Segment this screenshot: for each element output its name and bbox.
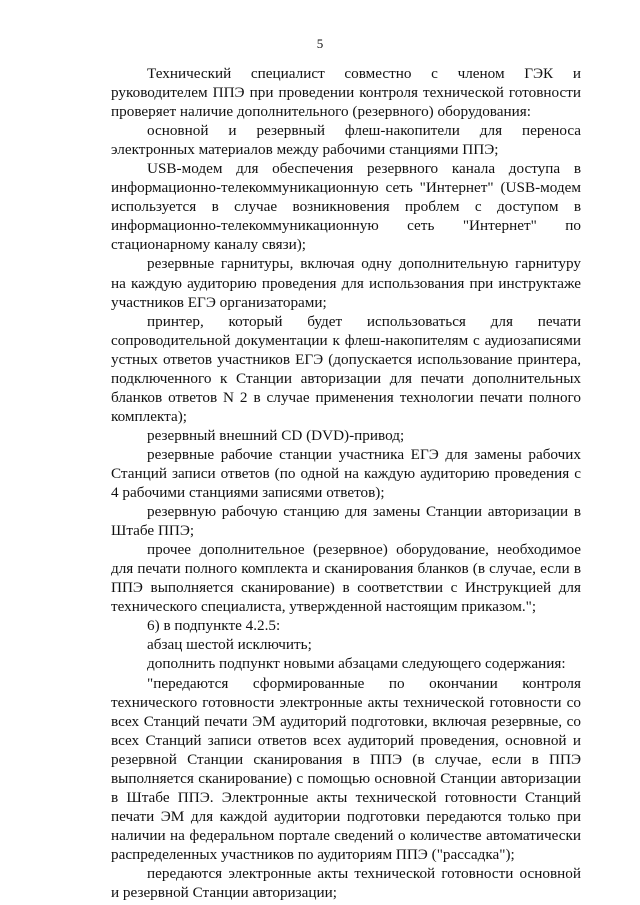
paragraph: прочее дополнительное (резервное) оборудование, необходимое для печати полного комплекта и сканирования бланков (в случае, если в ППЭ выполняется сканирование) в соответствии с Инструкцией для технического специалиста, утвержденной настоящим приказом."; bbox=[111, 541, 581, 616]
document-body bbox=[111, 64, 581, 902]
paragraph: USB-модем для обеспечения резервного канала доступа в информационно-телекоммуникационную сеть "Интернет" (USB-модем используется в случае возникновения проблем с доступом в информационно-телекоммуникационную сеть "Интернет" по стационарному каналу связи); bbox=[111, 160, 581, 254]
paragraph: абзац шестой исключить; bbox=[147, 636, 312, 654]
paragraph: резервный внешний CD (DVD)-привод; bbox=[147, 426, 405, 444]
paragraph: принтер, который будет использоваться для печати сопроводительной документации к флеш-накопителям с аудиозаписями устных ответов участников ЕГЭ (допускается использование принтера, подключенного к Станции авторизации для печати дополнительных бланков ответов N 2 в случае применения технологии печати полного комплекта); bbox=[111, 312, 581, 425]
paragraph: резервные рабочие станции участника ЕГЭ для замены рабочих Станций записи ответов (по одной на каждую аудиторию проведения с 4 рабочими станциями записями ответов); bbox=[111, 445, 581, 502]
paragraph: основной и резервный флеш-накопители для переноса электронных материалов между рабочими станциями ППЭ; bbox=[111, 122, 581, 159]
paragraph: резервную рабочую станцию для замены Станции авторизации в Штабе ППЭ; bbox=[111, 503, 581, 540]
page-number: 5 bbox=[316, 36, 324, 51]
paragraph: дополнить подпункт новыми абзацами следующего содержания: bbox=[147, 655, 566, 673]
paragraph: резервные гарнитуры, включая одну дополнительную гарнитуру на каждую аудиторию проведения для использования при инструктаже участников ЕГЭ организаторами; bbox=[111, 255, 581, 311]
paragraph: передаются электронные акты технической готовности основной и резервной Станции авторизации; bbox=[111, 864, 581, 902]
paragraph: "передаются сформированные по окончании контроля технического готовности электронные акты технической готовности со всех Станций печати ЭМ аудиторий подготовки, включая резервные, со всех Станций записи ответов всех аудиторий проведения, основной и резервной Станции сканирования в ППЭ (в случае, если в ППЭ выполняется сканирование) с помощью основной Станции авторизации в Штабе ППЭ. Электронные акты технической готовности Станций печати ЭМ для каждой аудитории подготовки передаются только при наличии на федеральном портале сведений о количестве автоматически распределенных участников по аудиториям ППЭ ("рассадка"); bbox=[111, 674, 581, 863]
paragraph: Технический специалист совместно с членом ГЭК и руководителем ППЭ при проведении контроля технической готовности проверяет наличие дополнительного (резервного) оборудования: bbox=[111, 65, 581, 121]
paragraph: 6) в подпункте 4.2.5: bbox=[147, 617, 281, 635]
